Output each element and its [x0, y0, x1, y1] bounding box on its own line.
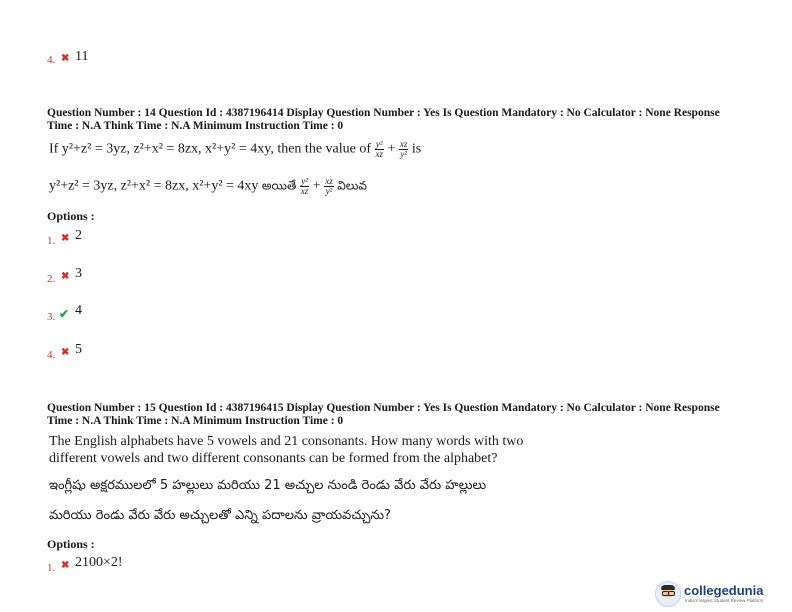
option-text: 4 [75, 303, 82, 318]
option-number: 4. [47, 54, 56, 66]
option-number: 1. [47, 235, 56, 247]
question-text-english [49, 140, 421, 159]
question-text-telugu-line-1: ఇంగ్లీషు అక్షరములలో 5 హల్లులు మరియు 21 అచ్చుల నుండి రెండు వేరు వేరు హల్లులు [49, 478, 487, 493]
question-header-line-2: Time : N.A Think Time : N.A Minimum Instruction Time : 0 [47, 415, 344, 427]
option-number: 2. [47, 273, 56, 285]
question-text-telugu-line-2: మరియు రెండు వేరు వేరు అచ్చులతో ఎన్ని పదాలను వ్రాయవచ్చును? [49, 508, 391, 523]
option-number: 4. [47, 349, 56, 361]
question-text-prefix: If y²+z² = 3yz, z²+x² = 8zx, x²+y² = 4xy, then the value of [49, 141, 372, 157]
options-label: Options : [47, 537, 95, 551]
question-header-line-1: Question Number : 14 Question Id : 4387196414 Display Question Number : Yes Is Question Mandatory : No Calculator : None Response [47, 107, 720, 119]
question-header [47, 107, 767, 133]
telugu-word-value: విలువ [337, 178, 367, 193]
option-text: 5 [75, 342, 82, 357]
question-header [47, 402, 767, 428]
option-number: 1. [47, 562, 56, 574]
wrong-mark-icon: ✖ [61, 271, 70, 282]
question-header-line-2: Time : N.A Think Time : N.A Minimum Instruction Time : 0 [47, 120, 344, 132]
wrong-mark-icon: ✖ [61, 53, 70, 64]
option-text: 2 [75, 228, 82, 243]
plus-sign: + [312, 178, 321, 194]
option-text: 2100×2! [75, 555, 123, 570]
fraction-numerator: y² [375, 139, 383, 149]
mascot-icon [655, 581, 681, 607]
fraction-denominator: xz [375, 149, 384, 159]
wrong-mark-icon: ✖ [61, 560, 70, 571]
fraction-y2-over-xz [375, 140, 385, 159]
wrong-mark-icon: ✖ [61, 233, 70, 244]
options-label: Options : [47, 209, 95, 223]
fraction-denominator: xz [300, 186, 309, 196]
logo-name: collegedunia [684, 583, 764, 598]
question-text-prefix: y²+z² = 3yz, z²+x² = 8zx, x²+y² = 4xy [49, 178, 259, 194]
fraction-numerator: xz [399, 139, 408, 149]
correct-check-icon: ✔ [59, 307, 70, 321]
option-number: 3. [47, 311, 56, 323]
plus-sign: + [387, 141, 396, 157]
fraction-denominator: y² [325, 186, 333, 196]
fraction-numerator: xz [325, 176, 333, 186]
question-text-suffix: is [411, 141, 422, 157]
option-text: 3 [75, 266, 82, 281]
fraction-y2-over-xz [300, 177, 310, 196]
question-text-english-line-1: The English alphabets have 5 vowels and 21 consonants. How many words with two [49, 434, 524, 449]
fraction-xz-over-y2 [324, 177, 334, 196]
fraction-xz-over-y2 [399, 140, 409, 159]
fraction-numerator: y² [301, 176, 308, 186]
option-text: 11 [75, 49, 89, 64]
fraction-denominator: y² [400, 149, 408, 159]
telugu-word-if: అయితే [261, 178, 297, 193]
question-text-telugu [49, 177, 367, 196]
logo-tagline: India's largest Student Review Platform [685, 598, 764, 603]
question-header-line-1: Question Number : 15 Question Id : 4387196415 Display Question Number : Yes Is Question Mandatory : No Calculator : None Response [47, 402, 720, 414]
collegedunia-logo [655, 581, 785, 607]
wrong-mark-icon: ✖ [61, 347, 70, 358]
question-text-english-line-2: different vowels and two different consonants can be formed from the alphabet? [49, 451, 498, 466]
